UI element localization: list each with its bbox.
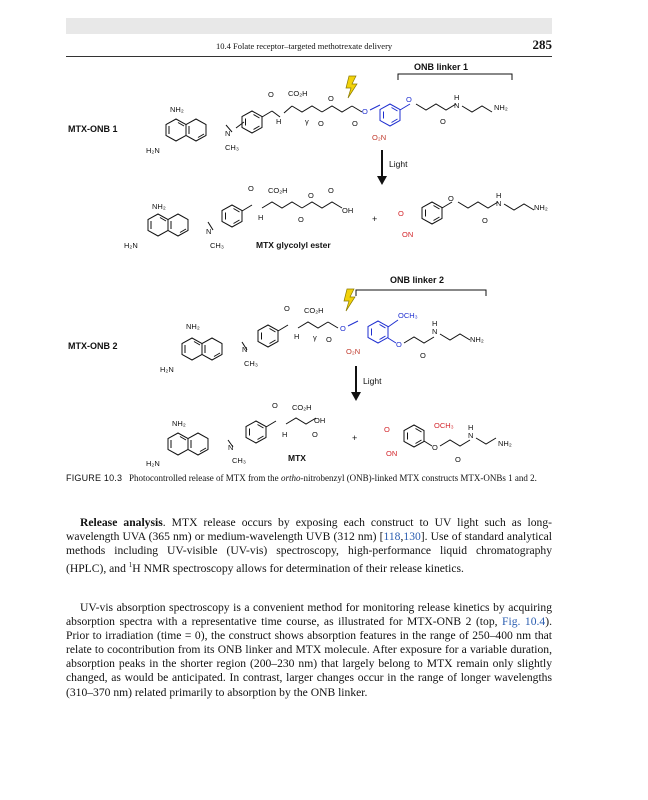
label-mtx-glycolyl-ester: MTX glycolyl ester [256, 240, 331, 250]
label-mtx-onb1: MTX-ONB 1 [68, 124, 118, 134]
caption-text-before: Photocontrolled release of MTX from the [128, 473, 281, 483]
svg-text:γ: γ [305, 117, 309, 126]
svg-text:O: O [312, 430, 318, 439]
svg-text:N: N [228, 443, 234, 452]
paragraph-title: Release analysis [80, 516, 163, 529]
svg-text:+: + [372, 214, 378, 224]
svg-text:O: O [298, 215, 304, 224]
caption-text-after: -nitrobenzyl (ONB)-linked MTX constructs MTX-ONBs 1 and 2. [300, 473, 537, 483]
onb-linker2-structure [340, 311, 418, 356]
svg-text:O: O [340, 324, 346, 333]
light-bolt-icon [346, 76, 357, 98]
svg-text:NH₂: NH₂ [172, 419, 186, 428]
svg-text:OCH₃: OCH₃ [398, 311, 418, 320]
svg-text:O: O [420, 351, 426, 360]
mtx-structure [146, 401, 357, 468]
svg-text:O: O [440, 117, 446, 126]
svg-text:CH₃: CH₃ [225, 143, 239, 152]
caption-label: FIGURE 10.3 [66, 473, 123, 483]
svg-text:O: O [352, 119, 358, 128]
svg-text:N: N [225, 129, 231, 138]
svg-text:H: H [468, 423, 474, 432]
svg-text:O: O [384, 425, 390, 434]
svg-text:ON: ON [402, 230, 414, 239]
mtx-glycolyl-ester-structure [124, 184, 377, 250]
svg-text:H₂N: H₂N [160, 365, 174, 374]
svg-text:H₂N: H₂N [146, 459, 160, 468]
label-mtx-onb2: MTX-ONB 2 [68, 341, 118, 351]
arrow-1 [377, 150, 408, 185]
mtx-onb1-structure [68, 89, 362, 155]
ref-118-link[interactable]: 118 [383, 530, 401, 544]
svg-text:O: O [318, 119, 324, 128]
light-bolt-icon-2 [344, 289, 355, 311]
paragraph-release-analysis: Release analysis. MTX release occurs by exposing each construct to UV light such as long-wavelength UVA (365 nm) or medium-wavelength UVB (312 nm) [118,130]. Use of standard analytical methods including UV-visible (UV-vis) spectroscopy, high-performance liquid chromatography (HPLC), and $^1$H NMR spectroscopy allows for determination of their release kinetics. [66, 516, 552, 576]
svg-text:NH₂: NH₂ [494, 103, 508, 112]
svg-text:O: O [406, 95, 412, 104]
svg-text:CO₂H: CO₂H [304, 306, 324, 315]
header-section: 10.4 Folate receptor–targeted methotrexate delivery [216, 41, 393, 51]
svg-text:O: O [432, 443, 438, 452]
svg-text:CH₃: CH₃ [244, 359, 258, 368]
svg-text:CH₃: CH₃ [232, 456, 246, 465]
label-mtx: MTX [288, 453, 306, 463]
mtx-onb2-structure [68, 304, 338, 374]
fig-10-4-link[interactable]: Fig. 10.4 [502, 615, 546, 629]
svg-text:H: H [432, 319, 438, 328]
svg-text:O₂N: O₂N [372, 133, 387, 142]
svg-text:O: O [398, 209, 404, 218]
svg-text:ON: ON [386, 449, 398, 458]
svg-text:H: H [496, 191, 502, 200]
svg-text:O: O [268, 90, 274, 99]
paragraph-uv-vis: UV-vis absorption spectroscopy is a convenient method for monitoring release kinetics by acquiring absorption spectra with a representative time course, as illustrated for MTX-ONB 2 (top, Fig. 10.4). Prior to irradiation (time = 0), the construct shows absorption features in the range of 250–400 nm that relate to cocontribution from its ONB linker and MTX molecule. After exposure for a variable duration, absorption peaks in the shorter region (200–230 nm) that largely belong to MTX remain only slightly changed, as would be anticipated. In contrast, larger changes occur in the range of longer wavelengths (310–370 nm) related primarily to absorption by the ONB linker. [66, 601, 552, 699]
svg-text:+: + [352, 433, 358, 443]
page-number: 285 [532, 37, 552, 52]
svg-text:NH₂: NH₂ [470, 335, 484, 344]
svg-text:CO₂H: CO₂H [288, 89, 308, 98]
svg-text:OCH₃: OCH₃ [434, 421, 454, 430]
svg-text:H: H [282, 430, 288, 439]
svg-text:O: O [328, 94, 334, 103]
svg-text:NH₂: NH₂ [498, 439, 512, 448]
svg-text:OH: OH [342, 206, 354, 215]
svg-text:N: N [454, 101, 460, 110]
svg-text:O: O [326, 335, 332, 344]
svg-text:γ: γ [313, 333, 317, 342]
nitroso-product-1 [398, 191, 548, 239]
svg-text:H: H [258, 213, 264, 222]
label-onb-linker2: ONB linker 2 [390, 275, 445, 285]
svg-text:N: N [468, 431, 474, 440]
label-light-1: Light [389, 159, 408, 169]
label-onb-linker1: ONB linker 1 [414, 62, 469, 72]
svg-text:H₂N: H₂N [146, 146, 160, 155]
label-light-2: Light [363, 376, 382, 386]
svg-text:NH₂: NH₂ [152, 202, 166, 211]
svg-text:OH: OH [314, 416, 326, 425]
svg-text:O: O [482, 216, 488, 225]
svg-text:O: O [362, 107, 368, 116]
svg-text:NH₂: NH₂ [534, 203, 548, 212]
svg-text:N: N [242, 345, 248, 354]
svg-text:H₂N: H₂N [124, 241, 138, 250]
svg-text:CO₂H: CO₂H [292, 403, 312, 412]
svg-text:O: O [284, 304, 290, 313]
svg-text:O₂N: O₂N [346, 347, 361, 356]
ref-130-link[interactable]: 130 [403, 530, 421, 544]
svg-text:N: N [206, 227, 212, 236]
caption-italic: ortho [280, 473, 301, 483]
svg-text:NH₂: NH₂ [186, 322, 200, 331]
svg-text:CO₂H: CO₂H [268, 186, 288, 195]
svg-text:H: H [454, 93, 460, 102]
figure-caption [66, 473, 552, 484]
svg-text:O: O [328, 186, 334, 195]
arrow-2 [351, 366, 382, 401]
svg-text:N: N [432, 327, 438, 336]
svg-text:O: O [448, 194, 454, 203]
svg-text:NH₂: NH₂ [170, 105, 184, 114]
svg-text:O: O [308, 191, 314, 200]
svg-text:O: O [248, 184, 254, 193]
svg-text:CH₃: CH₃ [210, 241, 224, 250]
onb-linker1-structure [362, 95, 412, 142]
svg-text:O: O [396, 340, 402, 349]
svg-text:N: N [496, 199, 502, 208]
svg-text:O: O [272, 401, 278, 410]
svg-text:H: H [276, 117, 282, 126]
nitroso-product-2 [384, 421, 512, 464]
svg-text:O: O [455, 455, 461, 464]
svg-text:H: H [294, 332, 300, 341]
